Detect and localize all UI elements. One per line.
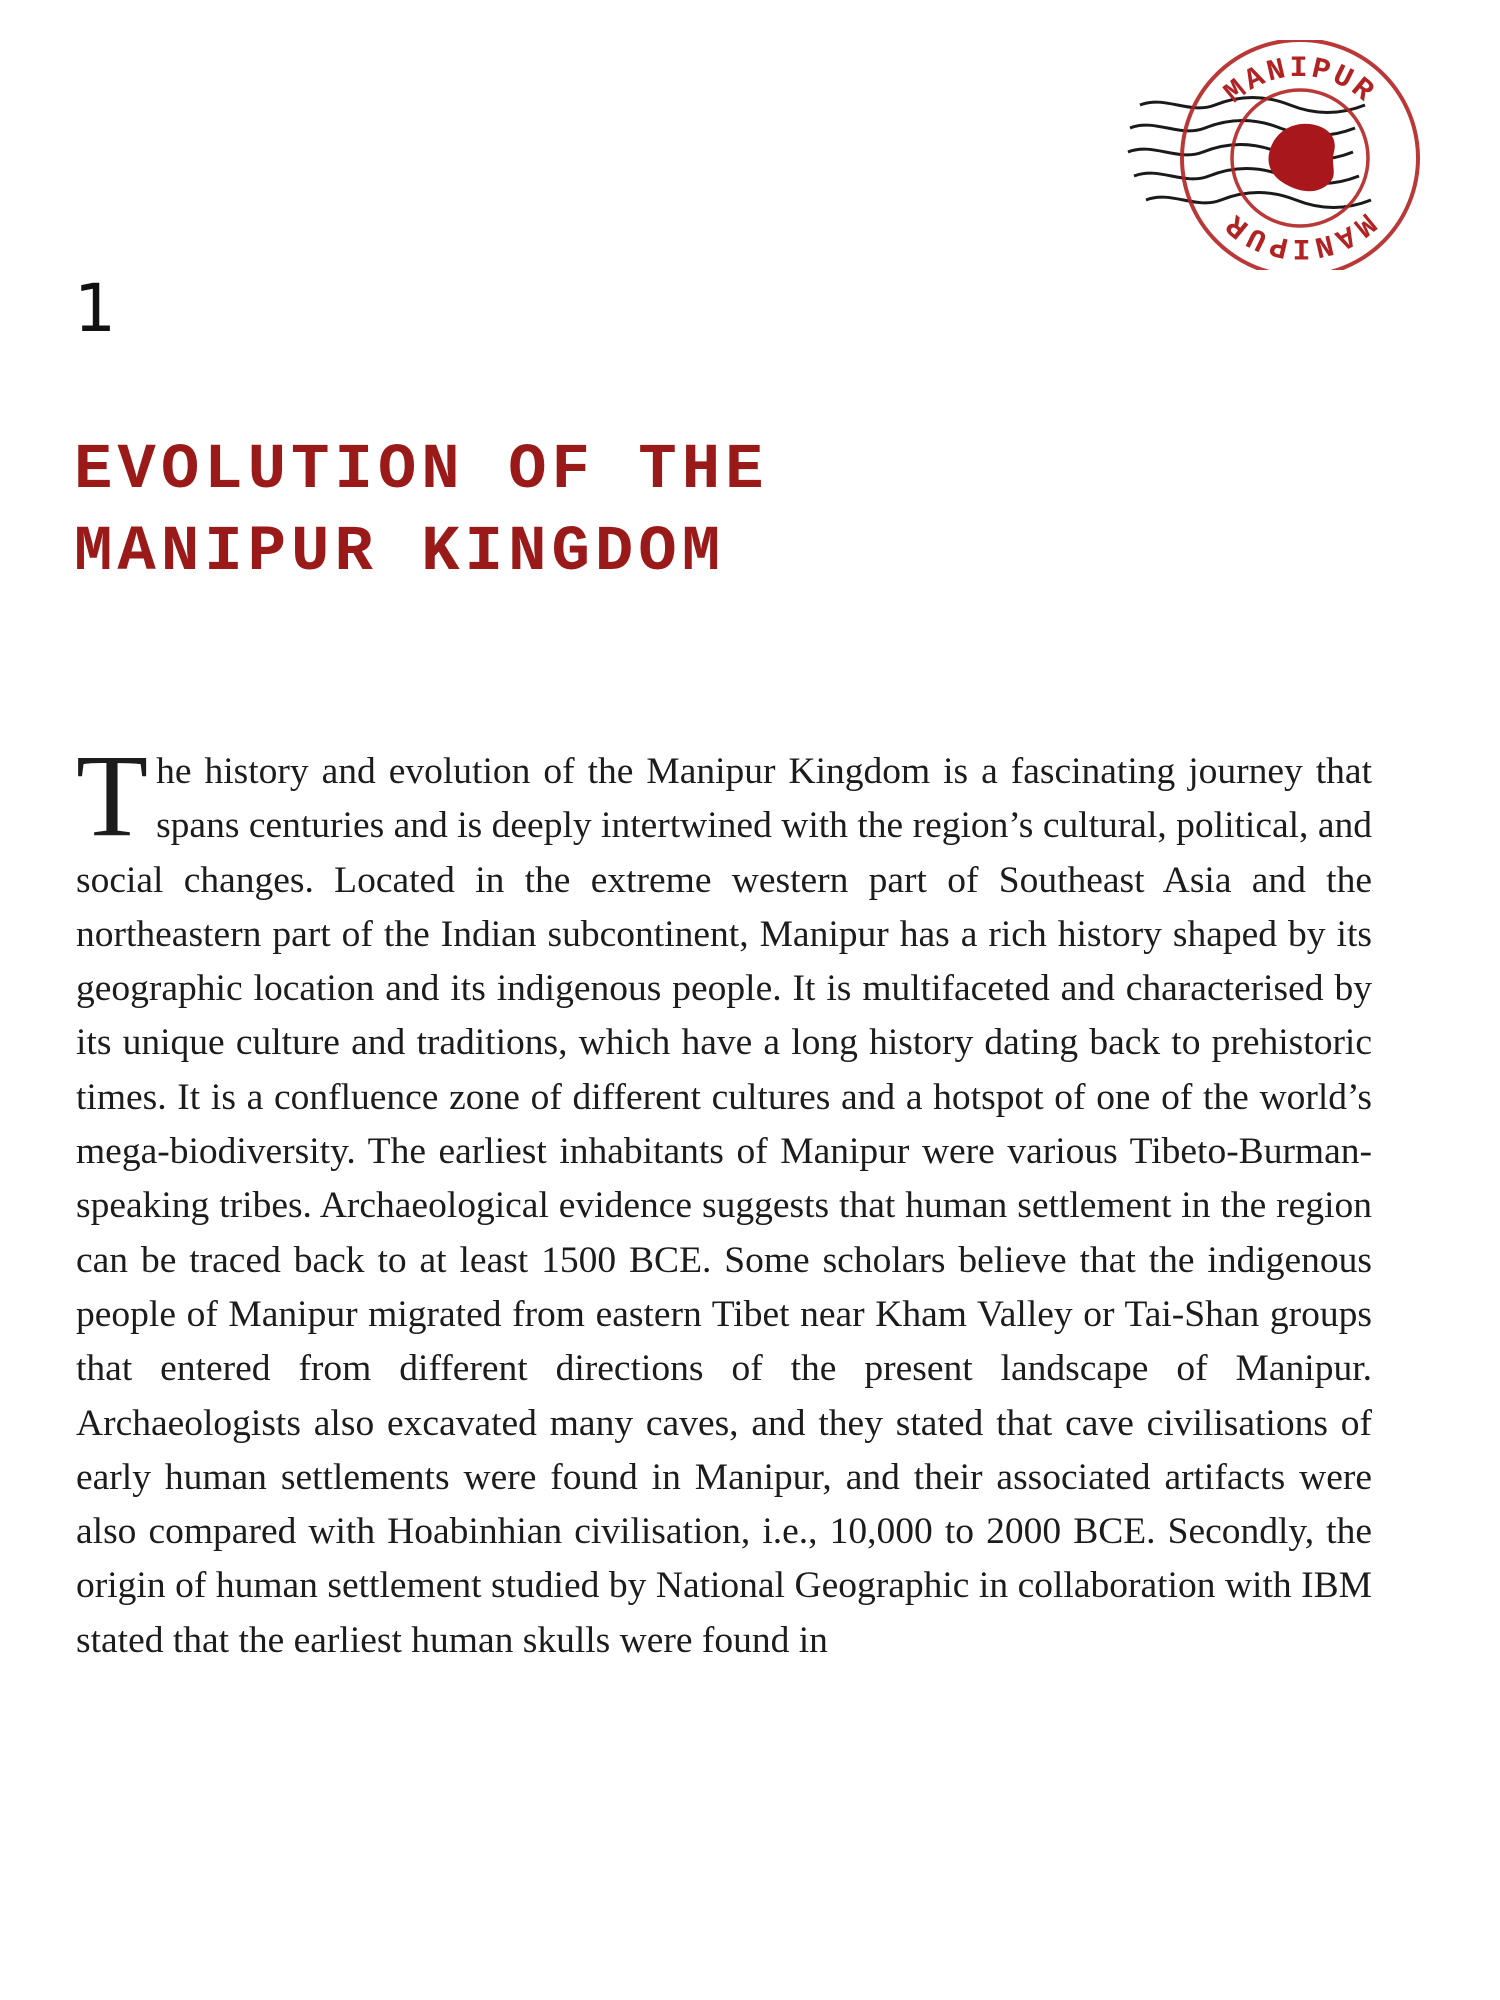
chapter-number: 1 bbox=[74, 270, 116, 347]
body-paragraph bbox=[76, 730, 1372, 1668]
manipur-map-icon bbox=[1269, 124, 1335, 191]
manipur-postmark-stamp bbox=[1120, 40, 1480, 270]
body-paragraph-text: he history and evolution of the Manipur Kingdom is a fascinating journey that spans centuries and is deeply intertwined with the region’s cultural, political, and social changes. Located in the extreme western part of Southeast Asia and the northeastern part of the Indian subcontinent, Manipur has a rich history shaped by its geographic location and its indigenous people. It is multifaceted and characterised by its unique culture and traditions, which have a long history dating back to prehistoric times. It is a confluence zone of different cultures and a hotspot of one of the world’s mega-biodiversity. The earliest inhabitants of Manipur were various Tibeto-Burman-speaking tribes. Archaeological evidence suggests that human settlement in the region can be traced back to at least 1500 BCE. Some scholars believe that the indigenous people of Manipur migrated from eastern Tibet near Kham Valley or Tai-Shan groups that entered from different directions of the present landscape of Manipur. Archaeologists also excavated many caves, and they stated that cave civilisations of early human settlements were found in Manipur, and their associated artifacts were also compared with Hoabinhian civilisation, i.e., 10,000 to 2000 BCE. Secondly, the origin of human settlement studied by National Geographic in collaboration with IBM stated that the earliest human skulls were found in bbox=[76, 751, 1372, 1661]
drop-cap: T bbox=[76, 730, 149, 861]
svg-text:MANIPUR: MANIPUR bbox=[1218, 204, 1382, 264]
chapter-title-line-1: EVOLUTION OF THE bbox=[74, 435, 769, 507]
svg-text:MANIPUR: MANIPUR bbox=[1218, 52, 1382, 112]
chapter-title bbox=[74, 430, 769, 594]
chapter-title-line-2: MANIPUR KINGDOM bbox=[74, 517, 726, 589]
